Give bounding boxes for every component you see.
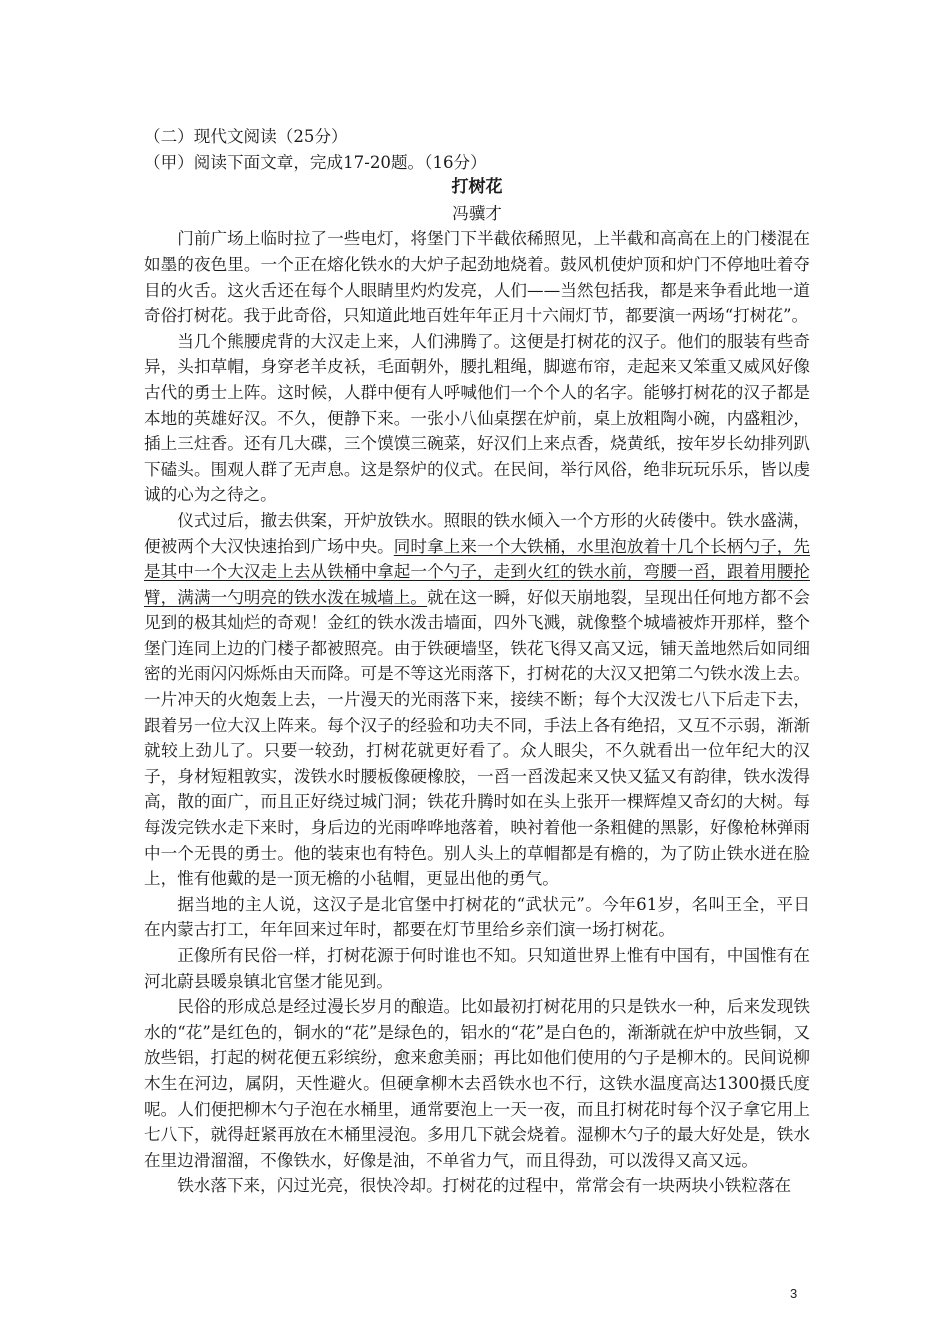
paragraph-4: 据当地的主人说，这汉子是北官堡中打树花的“武状元”。今年61岁，名叫王全，平日在内蒙古打工，年年回来过年时，都要在灯节里给乡亲们演一场打树花。 (144, 894, 810, 940)
document-page (144, 124, 810, 1199)
title-block (144, 175, 810, 226)
paragraph-3-lead: 仪式过后，撤去供案，开炉放铁水。照眼的铁水倾入一个方形的火砖偻中。铁水盛满，便被两个大汉快速抬到广场中央。 (144, 510, 810, 556)
article-title: 打树花 (451, 177, 503, 198)
paragraph-5: 正像所有民俗一样，打树花源于何时谁也不知。只知道世界上惟有中国有，中国惟有在河北蔚县暖泉镇北官堡才能见到。 (144, 946, 810, 991)
paragraph-3 (144, 508, 810, 892)
paragraph-7: 铁水落下来，闪过光亮，很快冷却。打树花的过程中，常常会有一块两块小铁粒落在 (177, 1176, 792, 1196)
page-number: 3 (790, 1286, 798, 1301)
question-instruction: （甲）阅读下面文章，完成17-20题。（16分） (144, 152, 487, 172)
paragraph-3-rest: 就在这一瞬，好似天崩地裂，呈现出任何地方都不会见到的极其灿烂的奇观！金红的铁水泼击墙面，四外飞溅，就像整个城墙被炸开那样，整个堡门连同上边的门楼子都被照亮。由于铁硬墙坚，铁花飞得又高又远，铺天盖地然后如同细密的光雨闪闪烁烁由天而降。可是不等这光雨落下，打树花的大汉又把第二勺铁水泼上去。一片冲天的火炮轰上去，一片漫天的光雨落下来，接续不断；每个大汉泼七八下后走下去，跟着另一位大汉上阵来。每个汉子的经验和功夫不同，手法上各有绝招，又互不示弱，渐渐就较上劲儿了。只要一较劲，打树花就更好看了。众人眼尖，不久就看出一位年纪大的汉子，身材短粗敦实，泼铁水时腰板像硬橡胶，一舀一舀泼起来又快又猛又有韵律，铁水泼得高，散的面广，而且正好绕过城门洞；铁花升腾时如在头上张开一棵辉煌又奇幻的大树。每每泼完铁水走下来时，身后边的光雨哗哗地落着，映衬着他一条粗健的黑影，好像枪林弹雨中一个无畏的勇士。他的装束也有特色。别人头上的草帽都是有檐的，为了防止铁水迸在脸上，惟有他戴的是一顶无檐的小毡帽，更显出他的勇气。 (144, 587, 811, 889)
underlined-passage: 同时拿上来一个大铁桶，水里泡放着十几个长柄勺子，先是其中一个大汉走上去从铁桶中拿起一个勺子，走到火红的铁水前，弯腰一舀，跟着用腰抡臂，满满一勺明亮的铁水泼在城墙上。 (144, 536, 811, 607)
paragraph-6: 民俗的形成总是经过漫长岁月的酿造。比如最初打树花用的只是铁水一种，后来发现铁水的“花”是红色的，铜水的“花”是绿色的，铝水的“花”是白色的，渐渐就在炉中放些铜，又放些铝，打起的树花便五彩缤纷，愈来愈美丽；再比如他们使用的勺子是柳木的。民间说柳木生在河边，属阴，天性避火。但硬拿柳木去舀铁水也不行，这铁水温度高达1300摄氏度呢。人们便把柳木勺子泡在水桶里，通常要泡上一天一夜，而且打树花时每个汉子拿它用上七八下，就得赶紧再放在木桶里浸泡。多用几下就会烧着。湿柳木勺子的最大好处是，铁水在里边滑溜溜，不像铁水，好像是油，不单省力气，而且得劲，可以泼得又高又远。 (144, 997, 810, 1170)
paragraph-1: 门前广场上临时拉了一些电灯，将堡门下半截依稀照见，上半截和高高在上的门楼混在如墨的夜色里。一个正在熔化铁水的大炉子起劲地烧着。鼓风机使炉顶和炉门不停地吐着夺目的火舌。这火舌还在每个人眼睛里灼灼发亮，人们——当然包括我，都是来争看此地一道奇俗打树花。我于此奇俗，只知道此地百姓年年正月十六闹灯节，都要演一两场“打树花”。 (144, 229, 810, 326)
article-author: 冯骥才 (452, 203, 502, 223)
section-heading: （二）现代文阅读（25分） (144, 127, 348, 146)
paragraph-2: 当几个熊腰虎背的大汉走上来，人们沸腾了。这便是打树花的汉子。他们的服装有些奇异，头扣草帽，身穿老羊皮袄，毛面朝外，腰扎粗绳，脚遮布帘，走起来又笨重又威风好像古代的勇士上阵。这时候，人群中便有人呼喊他们一个个人的名字。能够打树花的汉子都是本地的英雄好汉。不久，便静下来。一张小八仙桌摆在炉前，桌上放粗陶小碗，内盛粗沙，插上三炷香。还有几大碟，三个馍馍三碗菜，好汉们上来点香，烧黄纸，按年岁长幼排列趴下磕头。围观人群了无声息。这是祭炉的仪式。在民间，举行风俗，绝非玩玩乐乐，皆以虔诚的心为之待之。 (144, 331, 810, 505)
